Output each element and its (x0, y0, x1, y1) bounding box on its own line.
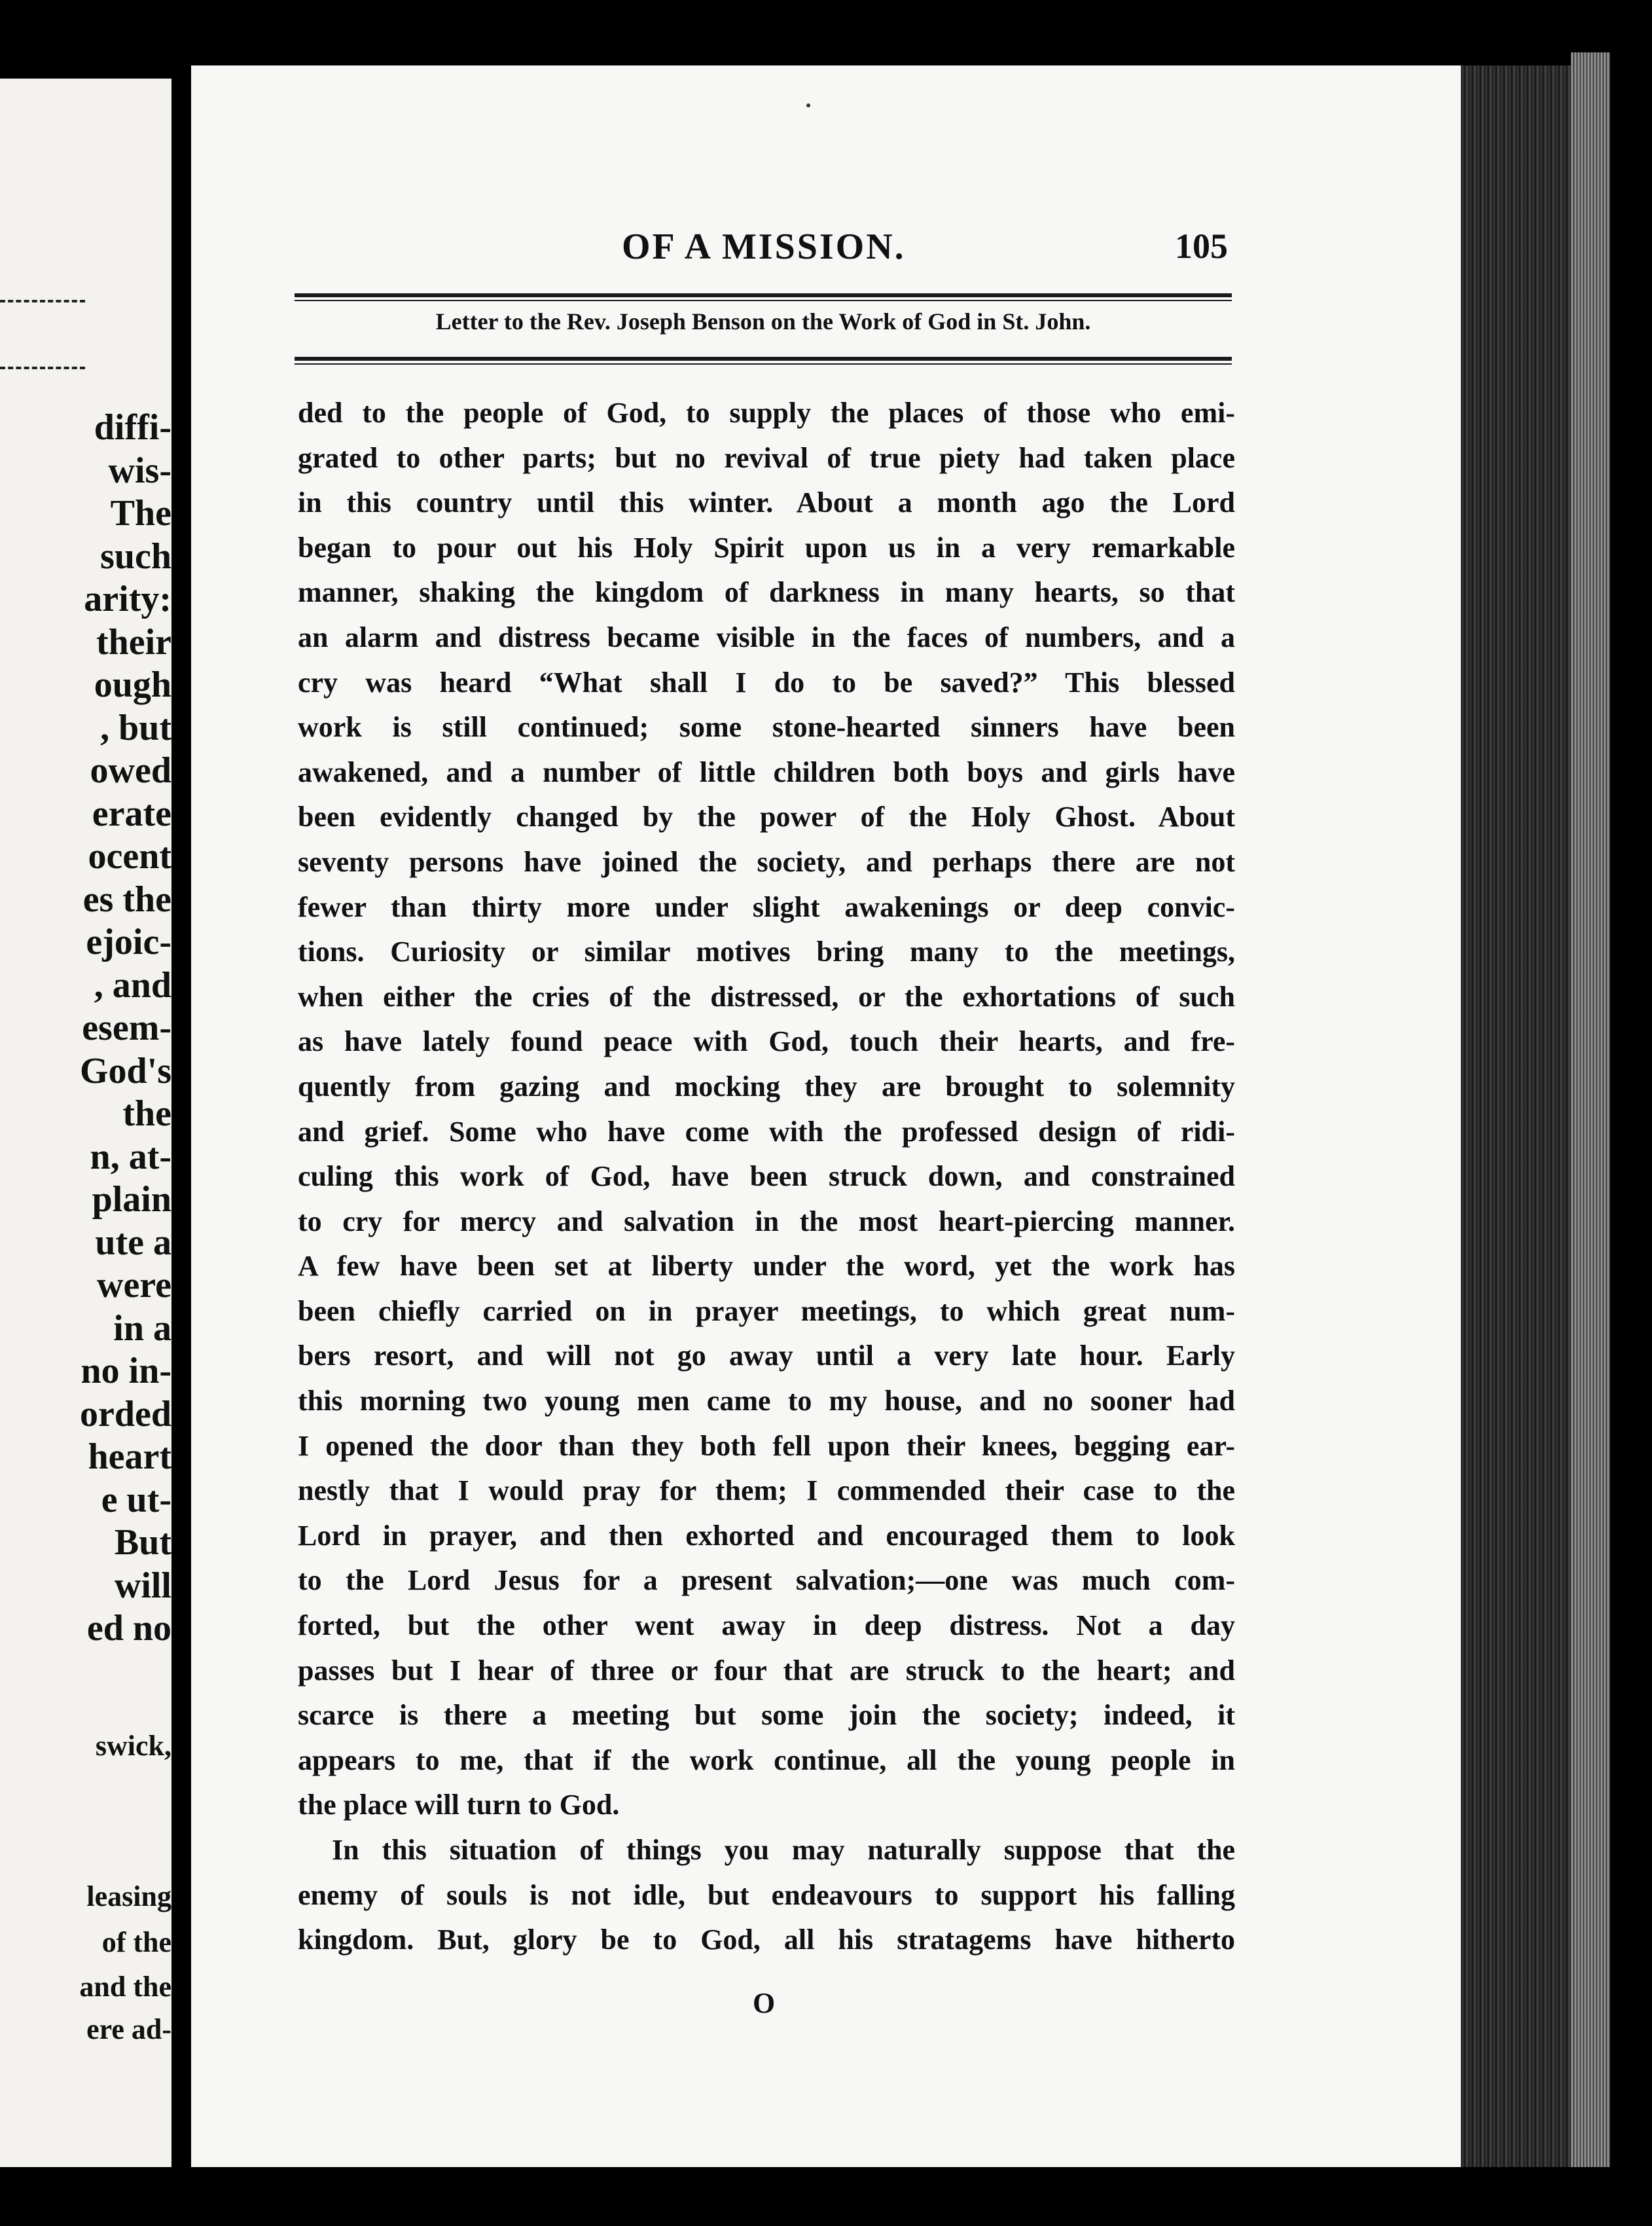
left-page-line: , and (94, 964, 171, 1006)
left-page-line: esem- (82, 1008, 171, 1048)
left-page-line: ough (94, 665, 171, 705)
left-facing-page (0, 79, 171, 2167)
left-page-line: plain (92, 1179, 171, 1220)
left-page-line: , but (100, 707, 171, 748)
left-page-line: n, at- (90, 1136, 171, 1177)
left-page-line: and the (79, 1971, 171, 2003)
text-line: been evidently changed by the power of the Holy Ghost. About (298, 801, 1235, 833)
left-page-line: ere ad- (86, 2013, 171, 2045)
left-page-line: orded (80, 1393, 171, 1434)
subtitle-rule-thick (295, 357, 1232, 361)
text-line: tions. Curiosity or similar motives bring many to the meetings, (298, 936, 1235, 968)
text-line: to the Lord Jesus for a present salvation;—one was much com- (298, 1564, 1235, 1597)
text-line: cry was heard “What shall I do to be saved?” This blessed (298, 666, 1235, 699)
text-line: enemy of souls is not idle, but endeavours to support his falling (298, 1878, 1235, 1911)
signature-mark: O (753, 1987, 776, 2019)
left-page-line: heart (88, 1436, 171, 1477)
left-page-line: diffi- (94, 407, 171, 448)
text-line: forted, but the other went away in deep distress. Not a day (298, 1609, 1235, 1642)
text-line: grated to other parts; but no revival of true piety had taken place (298, 441, 1235, 474)
left-page-line: their (96, 621, 171, 663)
text-line: an alarm and distress became visible in the faces of numbers, and a (298, 621, 1235, 653)
left-page-rule (0, 367, 85, 369)
text-line: ded to the people of God, to supply the places of those who emi- (298, 397, 1235, 429)
text-line: A few have been set at liberty under the word, yet the work has (298, 1250, 1235, 1283)
page-edge-stack (1571, 52, 1610, 2167)
text-line: Lord in prayer, and then exhorted and encouraged them to look (298, 1519, 1235, 1552)
left-page-line: ute a (95, 1222, 171, 1263)
left-page-line: ejoic- (86, 922, 171, 962)
text-line: I opened the door than they both fell upon their knees, begging ear- (298, 1429, 1235, 1462)
left-page-line: arity: (84, 579, 171, 619)
running-title: OF A MISSION. (622, 227, 906, 267)
body-text (298, 391, 1235, 1963)
subtitle-rule-thin (295, 363, 1232, 365)
text-line: began to pour out his Holy Spirit upon us in a very remarkable (298, 531, 1235, 564)
header-rule-thick (295, 293, 1232, 297)
text-line: bers resort, and will not go away until a very late hour. Early (298, 1340, 1235, 1372)
left-page-line: the (122, 1093, 171, 1134)
left-page-line: no in- (81, 1351, 171, 1391)
text-line: quently from gazing and mocking they are brought to solemnity (298, 1070, 1235, 1103)
left-page-line: swick, (95, 1730, 171, 1762)
text-line: when either the cries of the distressed, or the exhortations of such (298, 980, 1235, 1013)
left-page-line: such (100, 536, 171, 577)
text-line: scarce is there a meeting but some join the society; indeed, it (298, 1699, 1235, 1732)
text-line: as have lately found peace with God, touch their hearts, and fre- (298, 1025, 1235, 1058)
text-line: passes but I hear of three or four that are struck to the heart; and (298, 1654, 1235, 1687)
left-page-line: were (97, 1265, 171, 1305)
text-line: manner, shaking the kingdom of darkness in many hearts, so that (298, 576, 1235, 609)
left-page-line: God's (79, 1050, 171, 1091)
left-page-line: The (110, 493, 171, 534)
left-page-line: will (114, 1565, 171, 1606)
left-page-line: owed (90, 750, 171, 791)
text-line: In this situation of things you may naturally suppose that the (332, 1834, 1235, 1866)
left-page-line: e ut- (101, 1479, 171, 1520)
text-line: nestly that I would pray for them; I commended their case to the (298, 1474, 1235, 1507)
ink-speck (806, 103, 810, 107)
text-line: in this country until this winter. About a month ago the Lord (298, 486, 1235, 519)
text-line: fewer than thirty more under slight awakenings or deep convic- (298, 890, 1235, 923)
text-line: to cry for mercy and salvation in the most heart-piercing manner. (298, 1205, 1235, 1237)
text-line: been chiefly carried on in prayer meetings, to which great num- (298, 1294, 1235, 1327)
text-line: appears to me, that if the work continue, all the young people in (298, 1743, 1235, 1776)
text-line: seventy persons have joined the society, and perhaps there are not (298, 845, 1235, 878)
left-page-line: es the (82, 879, 171, 920)
left-page-line: ocent (88, 836, 171, 877)
left-page-line: of the (101, 1926, 171, 1958)
left-page-line: ed no (86, 1608, 171, 1649)
text-line: and grief. Some who have come with the professed design of ridi- (298, 1115, 1235, 1148)
page-number: 105 (1175, 227, 1228, 266)
text-line: this morning two young men came to my house, and no sooner had (298, 1385, 1235, 1417)
left-page-rule (0, 300, 85, 302)
text-line: the place will turn to God. (298, 1789, 620, 1821)
text-line: work is still continued; some stone-hearted sinners have been (298, 711, 1235, 744)
left-page-line: in a (113, 1307, 171, 1349)
left-page-line: wis- (108, 450, 171, 491)
left-page-line: But (114, 1522, 171, 1563)
text-line: awakened, and a number of little children both boys and girls have (298, 756, 1235, 788)
paragraph-2 (298, 1828, 1235, 1963)
letter-subtitle: Letter to the Rev. Joseph Benson on the Work of God in St. John. (435, 308, 1091, 335)
text-line: kingdom. But, glory be to God, all his stratagems have hitherto (298, 1924, 1235, 1956)
header-rule-thin (295, 300, 1232, 301)
paragraph-1 (298, 391, 1235, 1828)
text-line: culing this work of God, have been struck down, and constrained (298, 1160, 1235, 1193)
left-page-line: leasing (86, 1880, 171, 1912)
left-page-line: erate (92, 793, 171, 834)
